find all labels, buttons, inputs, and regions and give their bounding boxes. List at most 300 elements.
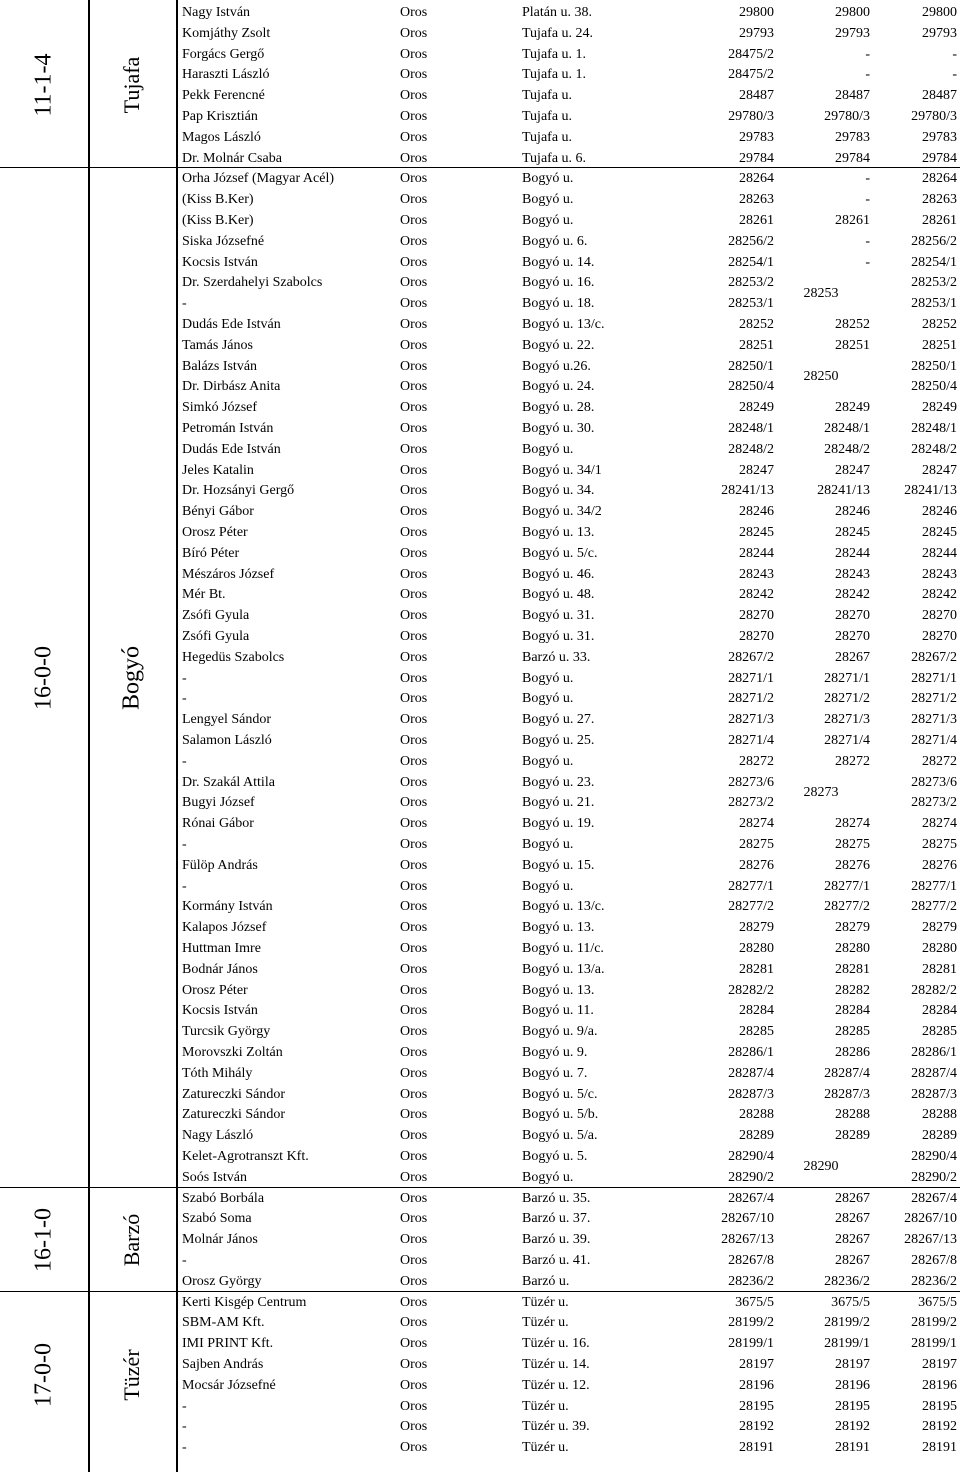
cell-addr: Bogyó u. 11.	[522, 1003, 594, 1019]
cell-n2: 28267	[835, 1253, 870, 1268]
cell-n1: 28274	[739, 816, 774, 832]
cell-n3: 28246	[922, 504, 957, 520]
cell-city: Oros	[400, 1232, 428, 1248]
cell-n1: 28288	[739, 1107, 774, 1123]
cell-name: Zatureczki Sándor	[182, 1086, 286, 1102]
cell-n3: 28245	[922, 525, 957, 540]
table-row	[178, 709, 960, 730]
cell-city: Oros	[400, 1398, 428, 1414]
cell-n1: 28253/2	[728, 275, 774, 291]
cell-addr: Tüzér u.	[522, 1315, 569, 1331]
table-row	[178, 1208, 960, 1229]
cell-n3: -	[952, 67, 957, 83]
cell-name: Pekk Ferencné	[182, 88, 265, 104]
cell-n2: 28289	[835, 1128, 870, 1144]
cell-n2: -	[865, 254, 870, 270]
cell-city: Oros	[400, 545, 428, 561]
cell-n1: 28271/2	[728, 691, 774, 707]
section-code-label: 16-0-0	[30, 646, 57, 710]
cell-city: Oros	[400, 899, 428, 915]
cell-addr: Bogyó u. 5/b.	[522, 1107, 599, 1123]
table-row	[178, 397, 960, 418]
cell-name: Nagy László	[182, 1128, 254, 1144]
cell-n1: 28199/1	[728, 1336, 774, 1352]
cell-addr: Bogyó u. 48.	[522, 587, 595, 603]
cell-name: Bugyi József	[182, 795, 255, 811]
section-street-label: Barzó	[119, 1213, 144, 1266]
cell-n3: 28263	[922, 192, 957, 208]
cell-n3: 28277/1	[911, 878, 957, 894]
cell-addr: Bogyó u. 13.	[522, 920, 595, 936]
cell-addr: Bogyó u. 30.	[522, 421, 595, 436]
cell-n1: 28263	[739, 192, 774, 208]
cell-addr: Bogyó u. 9.	[522, 1045, 588, 1060]
section-street-label: Tujafa	[119, 56, 144, 114]
cell-n1: 28248/2	[728, 441, 774, 457]
cell-n3: 28273/2	[911, 795, 957, 811]
cell-n1: 28241/13	[721, 483, 774, 499]
cell-name: (Kiss B.Ker)	[182, 192, 254, 208]
cell-city: Oros	[400, 358, 428, 374]
cell-n3: -	[952, 46, 957, 62]
cell-addr: Bogyó u. 6.	[522, 233, 588, 249]
cell-city: Oros	[400, 525, 428, 540]
cell-city: Oros	[400, 337, 428, 353]
cell-n3: 28196	[922, 1377, 957, 1393]
cell-city: Oros	[400, 816, 428, 832]
table-row	[178, 231, 960, 252]
cell-addr: Tujafa u. 24.	[522, 25, 594, 41]
section-code-label: 16-1-0	[30, 1207, 57, 1272]
cell-n1: 28270	[739, 608, 774, 624]
cell-name: Zsófi Gyula	[182, 629, 250, 644]
cell-n3: 28195	[922, 1398, 957, 1414]
cell-n1: 28287/4	[728, 1065, 774, 1081]
cell-n3: 29784	[922, 150, 957, 166]
cell-city: Oros	[400, 1377, 428, 1393]
cell-n3: 28271/2	[911, 691, 957, 707]
cell-city: Oros	[400, 1315, 428, 1331]
cell-n1: 28271/1	[728, 670, 774, 686]
table-row	[178, 106, 960, 127]
cell-n2: 28271/4	[824, 733, 870, 748]
cell-city: Oros	[400, 629, 428, 644]
cell-name: Dudás Ede István	[182, 441, 281, 457]
cell-n3: 28277/2	[911, 899, 957, 915]
cell-n1: 28192	[739, 1419, 774, 1435]
table-row	[178, 501, 960, 522]
cell-n2: 28286	[835, 1045, 870, 1060]
cell-city: Oros	[400, 25, 428, 41]
cell-n1: 28251	[739, 337, 774, 353]
cell-n2: 28199/2	[824, 1315, 870, 1331]
cell-n1: 28267/13	[721, 1232, 774, 1248]
cell-n3: 28261	[922, 213, 957, 228]
cell-name: Turcsik György	[182, 1024, 271, 1040]
cell-n1: 28253/1	[728, 296, 774, 312]
cell-name: Mocsár Józsefné	[182, 1377, 276, 1393]
cell-name: Rónai Gábor	[182, 816, 254, 832]
cell-name: -	[182, 670, 187, 686]
cell-n3: 28287/4	[911, 1065, 957, 1081]
cell-n2: 28277/1	[824, 878, 870, 894]
cell-n1: 28267/2	[728, 649, 774, 665]
cell-n3: 28290/4	[911, 1149, 957, 1164]
cell-n3: 28192	[922, 1419, 957, 1435]
table-row	[178, 1312, 960, 1333]
cell-n2: 29780/3	[824, 109, 870, 124]
cell-n2: 28279	[835, 920, 870, 936]
cell-n1: 28271/4	[728, 733, 774, 748]
cell-n2: -	[865, 171, 870, 187]
cell-city: Oros	[400, 649, 428, 665]
cell-addr: Bogyó u. 19.	[522, 816, 595, 832]
cell-n2: 28287/3	[824, 1086, 870, 1102]
cell-addr: Bogyó u. 13/c.	[522, 899, 605, 915]
cell-addr: Bogyó u. 13/c.	[522, 317, 605, 332]
cell-n3: 28280	[922, 941, 957, 956]
table-row	[178, 189, 960, 210]
cell-n1: 28281	[739, 961, 774, 977]
cell-n2: 28288	[835, 1107, 870, 1123]
cell-addr: Bogyó u. 34/2	[522, 504, 602, 520]
cell-city: Oros	[400, 1440, 428, 1456]
cell-addr: Bogyó u.	[522, 171, 574, 187]
cell-n2: 28244	[835, 545, 870, 561]
cell-addr: Tujafa u. 1.	[522, 46, 587, 62]
cell-city: Oros	[400, 670, 428, 686]
cell-n3: 28248/2	[911, 441, 957, 457]
cell-n1: 28290/4	[728, 1149, 774, 1164]
cell-n2: 28267	[835, 1211, 870, 1227]
table-row	[178, 210, 960, 231]
cell-name: Jeles Katalin	[182, 462, 254, 478]
cell-n3: 28281	[922, 961, 957, 977]
cell-n2: -	[865, 192, 870, 208]
cell-city: Oros	[400, 379, 428, 395]
cell-addr: Bogyó u.	[522, 753, 574, 769]
cell-name: Salamon László	[182, 733, 272, 748]
cell-n1: 28196	[739, 1377, 774, 1393]
cell-n2: 28267	[835, 1190, 870, 1206]
cell-city: Oros	[400, 317, 428, 332]
cell-n3: 3675/5	[918, 1294, 957, 1310]
cell-n3: 28267/2	[911, 649, 957, 665]
cell-n2: 28285	[835, 1024, 870, 1040]
cell-name: Kocsis István	[182, 254, 258, 270]
cell-n3: 28250/1	[911, 358, 957, 374]
table-row	[178, 439, 960, 460]
cell-name: Dudás Ede István	[182, 317, 281, 332]
cell-n3: 28241/13	[904, 483, 957, 499]
cell-addr: Bogyó u.	[522, 837, 574, 852]
cell-addr: Bogyó u. 9/a.	[522, 1024, 598, 1040]
cell-n3: 28274	[922, 816, 957, 832]
table-row	[178, 543, 960, 564]
cell-addr: Platán u. 38.	[522, 5, 592, 20]
cell-n1: 28236/2	[728, 1273, 774, 1289]
table-row	[178, 418, 960, 439]
cell-n3: 28267/8	[911, 1253, 957, 1268]
cell-n3: 28270	[922, 629, 957, 644]
cell-addr: Bogyó u. 22.	[522, 337, 595, 353]
table-row	[178, 1104, 960, 1125]
cell-addr: Bogyó u. 46.	[522, 566, 595, 582]
table-row	[178, 44, 960, 65]
table-row	[178, 980, 960, 1001]
cell-n1: 28267/10	[721, 1211, 774, 1227]
cell-n1: 28487	[739, 88, 774, 104]
cell-city: Oros	[400, 1211, 428, 1227]
cell-addr: Barzó u. 35.	[522, 1190, 591, 1206]
table-row	[178, 605, 960, 626]
table-row	[178, 1042, 960, 1063]
table-row	[178, 480, 960, 501]
cell-city: Oros	[400, 5, 428, 20]
cell-n2: 28282	[835, 982, 870, 998]
cell-city: Oros	[400, 982, 428, 998]
cell-addr: Tüzér u. 16.	[522, 1336, 590, 1352]
cell-n2: 28197	[835, 1357, 870, 1372]
cell-city: Oros	[400, 753, 428, 769]
cell-name: Hegedüs Szabolcs	[182, 649, 285, 665]
cell-city: Oros	[400, 171, 428, 187]
cell-n3: 28273/6	[911, 774, 957, 790]
cell-addr: Bogyó u. 27.	[522, 712, 595, 728]
cell-name: Molnár János	[182, 1232, 258, 1248]
cell-n2: 28191	[835, 1440, 870, 1456]
cell-n1: 28191	[739, 1440, 774, 1456]
cell-name: Fülöp András	[182, 857, 258, 873]
cell-n3: 28288	[922, 1107, 957, 1123]
table-row	[178, 917, 960, 938]
cell-name: Kocsis István	[182, 1003, 258, 1019]
cell-n2: 28270	[835, 629, 870, 644]
cell-name: Morovszki Zoltán	[182, 1045, 283, 1060]
cell-addr: Bogyó u. 34/1	[522, 462, 602, 478]
cell-n2: 28271/1	[824, 670, 870, 686]
merged-cell: 28290	[803, 1159, 839, 1175]
cell-name: Orosz György	[182, 1273, 262, 1289]
cell-n2: 28275	[835, 837, 870, 852]
cell-city: Oros	[400, 88, 428, 104]
cell-city: Oros	[400, 275, 428, 291]
cell-city: Oros	[400, 712, 428, 728]
cell-addr: Bogyó u. 15.	[522, 857, 595, 873]
cell-city: Oros	[400, 566, 428, 582]
cell-city: Oros	[400, 1065, 428, 1081]
cell-n2: 28267	[835, 1232, 870, 1248]
cell-n2: 28195	[835, 1398, 870, 1414]
cell-n3: 29780/3	[911, 109, 957, 124]
cell-n1: 28273/6	[728, 774, 774, 790]
cell-city: Oros	[400, 296, 428, 312]
cell-addr: Barzó u. 37.	[522, 1211, 591, 1227]
cell-name: Dr. Dirbász Anita	[182, 379, 281, 395]
table-row	[178, 1271, 960, 1292]
cell-n1: 28275	[739, 837, 774, 852]
cell-city: Oros	[400, 1003, 428, 1019]
cell-name: Tamás János	[182, 337, 253, 353]
cell-n1: 28195	[739, 1398, 774, 1414]
table-row	[178, 1021, 960, 1042]
cell-n1: 28290/2	[728, 1169, 774, 1185]
cell-city: Oros	[400, 504, 428, 520]
cell-n3: 28253/2	[911, 275, 957, 291]
cell-n1: 28280	[739, 941, 774, 956]
cell-name: Bényi Gábor	[182, 504, 254, 520]
cell-n2: 28274	[835, 816, 870, 832]
cell-n1: 28267/4	[728, 1190, 774, 1206]
cell-n2: 28270	[835, 608, 870, 624]
cell-city: Oros	[400, 1086, 428, 1102]
cell-name: Orosz Péter	[182, 525, 248, 540]
cell-n2: 28271/3	[824, 712, 870, 728]
cell-city: Oros	[400, 192, 428, 208]
cell-n3: 28271/3	[911, 712, 957, 728]
cell-name: Szabó Borbála	[182, 1190, 265, 1206]
cell-n3: 28236/2	[911, 1273, 957, 1289]
cell-addr: Barzó u. 33.	[522, 649, 591, 665]
cell-addr: Barzó u. 41.	[522, 1253, 591, 1268]
cell-n2: -	[865, 67, 870, 83]
cell-n3: 28267/4	[911, 1190, 957, 1206]
cell-addr: Barzó u. 39.	[522, 1232, 591, 1248]
table-row	[178, 460, 960, 481]
cell-name: Nagy István	[182, 5, 251, 20]
cell-city: Oros	[400, 1045, 428, 1060]
cell-city: Oros	[400, 1357, 428, 1372]
cell-n3: 28256/2	[911, 233, 957, 249]
table-row	[178, 168, 960, 189]
cell-city: Oros	[400, 1107, 428, 1123]
cell-name: -	[182, 878, 187, 894]
cell-addr: Bogyó u.	[522, 192, 574, 208]
table-row	[178, 127, 960, 148]
cell-addr: Bogyó u. 31.	[522, 608, 595, 624]
section-street-label: Tüzér	[119, 1349, 144, 1401]
cell-n3: 28267/13	[904, 1232, 957, 1248]
cell-n3: 28285	[922, 1024, 957, 1040]
cell-addr: Bogyó u. 24.	[522, 379, 595, 395]
cell-n3: 28487	[922, 88, 957, 104]
table-row	[178, 252, 960, 273]
cell-addr: Bogyó u. 18.	[522, 296, 595, 312]
cell-n1: 28242	[739, 587, 774, 603]
table-row	[178, 1229, 960, 1250]
cell-n3: 29793	[922, 25, 957, 41]
cell-addr: Tüzér u.	[522, 1440, 569, 1456]
cell-n1: 28287/3	[728, 1086, 774, 1102]
cell-n2: 28196	[835, 1377, 870, 1393]
cell-name: IMI PRINT Kft.	[182, 1336, 274, 1352]
cell-addr: Tüzér u. 39.	[522, 1419, 590, 1435]
cell-addr: Bogyó u. 5/a.	[522, 1128, 598, 1144]
cell-n1: 28282/2	[728, 982, 774, 998]
cell-city: Oros	[400, 961, 428, 977]
cell-name: Dr. Szakál Attila	[182, 774, 275, 790]
cell-n2: 28277/2	[824, 899, 870, 915]
cell-addr: Bogyó u. 23.	[522, 774, 595, 790]
table-row	[178, 1396, 960, 1417]
table-row	[178, 1000, 960, 1021]
table-row	[178, 668, 960, 689]
table-row	[178, 564, 960, 585]
cell-n1: 28276	[739, 857, 774, 873]
cell-name: Kormány István	[182, 899, 273, 915]
cell-name: (Kiss B.Ker)	[182, 213, 254, 228]
cell-n1: 29783	[739, 129, 774, 145]
cell-n2: 28243	[835, 566, 870, 582]
cell-name: Zatureczki Sándor	[182, 1107, 286, 1123]
cell-addr: Bogyó u. 25.	[522, 733, 595, 748]
cell-addr: Tujafa u.	[522, 129, 573, 145]
cell-name: -	[182, 1398, 187, 1414]
cell-name: Komjáthy Zsolt	[182, 25, 271, 41]
cell-name: Petromán István	[182, 421, 274, 436]
cell-addr: Bogyó u.	[522, 691, 574, 707]
cell-addr: Tüzér u. 12.	[522, 1377, 590, 1393]
table-row	[178, 647, 960, 668]
table-row	[178, 1250, 960, 1271]
cell-n3: 28275	[922, 837, 957, 852]
cell-city: Oros	[400, 1253, 428, 1268]
cell-n2: -	[865, 233, 870, 249]
cell-city: Oros	[400, 483, 428, 499]
cell-city: Oros	[400, 1024, 428, 1040]
cell-n3: 28197	[922, 1357, 957, 1372]
table-row	[178, 1333, 960, 1354]
cell-city: Oros	[400, 587, 428, 603]
cell-name: Dr. Molnár Csaba	[182, 150, 282, 166]
cell-city: Oros	[400, 878, 428, 894]
section-street-label: Bogyó	[118, 645, 145, 711]
cell-name: Huttman Imre	[182, 941, 261, 956]
table-row	[178, 335, 960, 356]
cell-city: Oros	[400, 1169, 428, 1185]
table-row	[178, 314, 960, 335]
cell-n3: 28199/1	[911, 1336, 957, 1352]
cell-addr: Bogyó u.	[522, 670, 574, 686]
cell-n3: 28279	[922, 920, 957, 936]
cell-n2: 28249	[835, 400, 870, 416]
table-row	[178, 1292, 960, 1313]
cell-n1: 28271/3	[728, 712, 774, 728]
cell-addr: Bogyó u.	[522, 213, 574, 228]
cell-city: Oros	[400, 1273, 428, 1289]
cell-n3: 28242	[922, 587, 957, 603]
cell-n3: 28248/1	[911, 421, 957, 436]
cell-city: Oros	[400, 608, 428, 624]
merged-cell: 28253	[803, 285, 839, 301]
cell-city: Oros	[400, 857, 428, 873]
table-row	[178, 1125, 960, 1146]
table-row	[178, 751, 960, 772]
cell-n3: 28249	[922, 400, 957, 416]
cell-city: Oros	[400, 46, 428, 62]
table-row	[178, 1084, 960, 1105]
cell-addr: Bogyó u. 21.	[522, 795, 595, 811]
cell-n3: 28251	[922, 337, 957, 353]
cell-addr: Barzó u.	[522, 1273, 570, 1289]
cell-n1: 28244	[739, 545, 774, 561]
table-row	[178, 1188, 960, 1209]
cell-n1: 28272	[739, 753, 774, 769]
cell-n1: 28286/1	[728, 1045, 774, 1060]
cell-city: Oros	[400, 1336, 428, 1352]
table-row	[178, 896, 960, 917]
cell-city: Oros	[400, 462, 428, 478]
